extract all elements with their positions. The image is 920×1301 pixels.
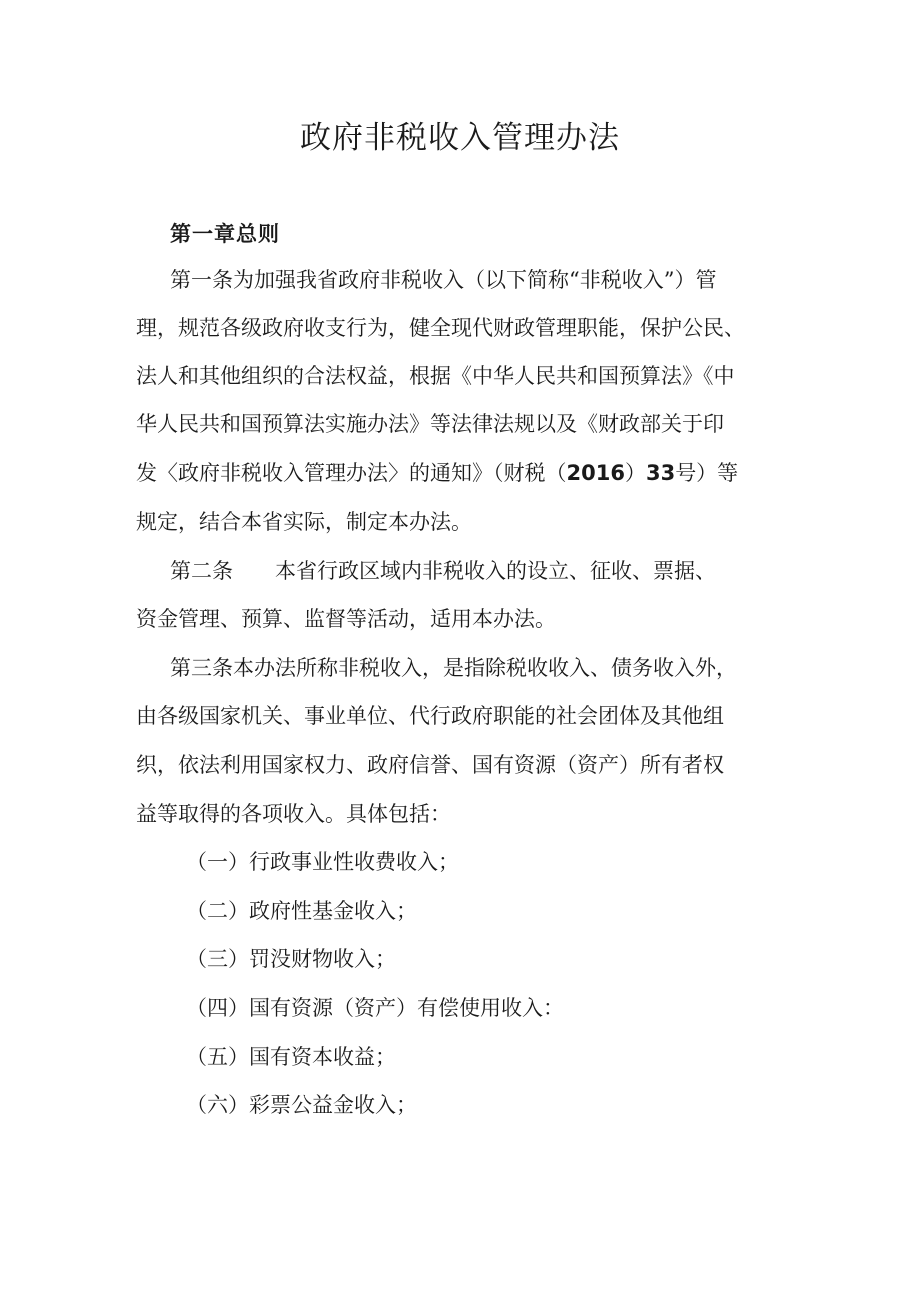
list-item: （二）政府性基金收入； — [186, 899, 417, 923]
article1-doc-number: 33 — [645, 461, 676, 485]
article1-line4: 华人民共和国预算法实施办法》等法律法规以及《财政部关于印 — [136, 412, 724, 436]
article1-line5-text-e: 号）等 — [675, 461, 739, 485]
article1-year: 2016 — [566, 461, 625, 485]
list-item: （四）国有资源（资产）有偿使用收入： — [186, 996, 564, 1020]
article1-line5-text-a: 发〈政府非税收入管理办法〉的通知》（财税（ — [136, 461, 567, 485]
article1-line5 — [136, 457, 796, 489]
article3-line3: 织，依法利用国家权力、政府信誉、国有资源（资产）所有者权 — [136, 753, 724, 777]
article2-line2: 资金管理、预算、监督等活动，适用本办法。 — [136, 607, 556, 631]
article3-line4: 益等取得的各项收入。具体包括： — [136, 802, 451, 826]
article3-line2: 由各级国家机关、事业单位、代行政府职能的社会团体及其他组 — [136, 704, 724, 728]
document-title: 政府非税收入管理办法 — [300, 120, 620, 156]
article1-line3: 法人和其他组织的合法权益，根据《中华人民共和国预算法》《中 — [136, 364, 735, 388]
list-item: （三）罚没财物收入； — [186, 947, 396, 971]
article3-line1: 第三条本办法所称非税收入，是指除税收收入、债务收入外， — [170, 656, 737, 680]
article2-line1: 第二条 本省行政区域内非税收入的设立、征收、票据、 — [170, 559, 716, 583]
list-item: （一）行政事业性收费收入； — [186, 850, 459, 874]
list-item: （六）彩票公益金收入； — [186, 1093, 417, 1117]
article1-line5-text-c: ） — [624, 461, 646, 485]
article1-line1: 第一条为加强我省政府非税收入（以下简称“非税收入”）管 — [170, 268, 717, 292]
chapter-heading: 第一章总则 — [170, 222, 280, 246]
article1-line2: 理，规范各级政府收支行为，健全现代财政管理职能，保护公民、 — [136, 316, 745, 340]
article1-line6: 规定，结合本省实际，制定本办法。 — [136, 510, 472, 534]
list-item: （五）国有资本收益； — [186, 1045, 396, 1069]
